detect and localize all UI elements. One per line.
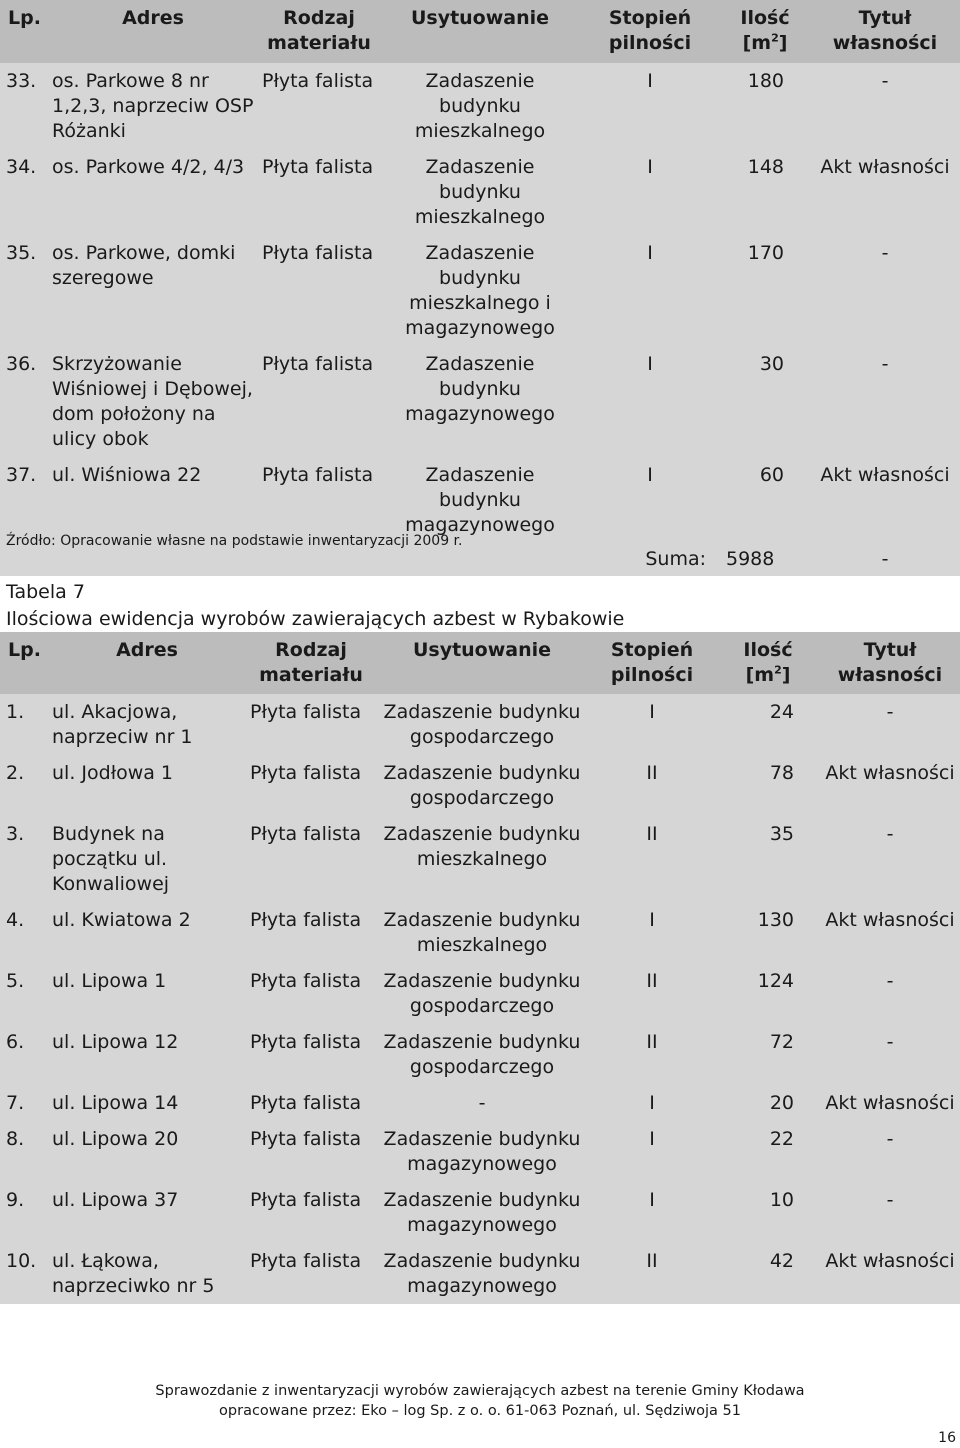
page-number: 16: [938, 1430, 956, 1446]
cell-rodzaj: Płyta falista: [250, 762, 362, 784]
cell-adres: ul. Lipowa 1: [52, 970, 167, 992]
cell-lp: 33.: [6, 70, 37, 92]
cell-tytul: -: [886, 1128, 894, 1150]
cell-usytuowanie: Zadaszenie budynku magazynowego: [383, 1250, 581, 1297]
table-row: [0, 235, 960, 346]
cell-usytuowanie: Zadaszenie budynku magazynowego: [405, 353, 555, 425]
cell-tytul: Akt własności: [820, 464, 950, 486]
cell-tytul: -: [881, 353, 889, 375]
col-header-stopien-l1: Stopień: [608, 7, 692, 29]
cell-adres: ul. Lipowa 20: [52, 1128, 179, 1150]
table-caption-title: Ilościowa ewidencja wyrobów zawierających azbest w Rybakowie: [6, 608, 625, 630]
col-header-stopien-l1: Stopień: [610, 639, 694, 661]
cell-rodzaj: Płyta falista: [262, 464, 374, 486]
cell-lp: 10.: [6, 1250, 37, 1272]
cell-tytul: Akt własności: [825, 1092, 955, 1114]
cell-adres: ul. Akacjowa, naprzeciw nr 1: [52, 701, 193, 748]
col-header-tytul-l2: własności: [837, 664, 943, 686]
table-row: [0, 63, 960, 149]
col-header-rodzaj: [246, 632, 376, 694]
cell-stopien: I: [647, 242, 653, 264]
cell-lp: 5.: [6, 970, 25, 992]
cell-stopien: I: [647, 70, 653, 92]
cell-tytul: -: [886, 970, 894, 992]
col-header-adres: Adres: [122, 7, 184, 29]
cell-tytul: Akt własności: [825, 1250, 955, 1272]
table-row: [0, 816, 960, 902]
cell-tytul: -: [886, 823, 894, 845]
cell-adres: Budynek na początku ul. Konwaliowej: [52, 823, 170, 895]
cell-stopien: II: [646, 970, 658, 992]
col-header-rodzaj-l1: Rodzaj: [283, 7, 355, 29]
cell-rodzaj: Płyta falista: [262, 353, 374, 375]
cell-stopien: II: [646, 823, 658, 845]
table-row: [0, 457, 960, 543]
cell-usytuowanie: Zadaszenie budynku magazynowego: [405, 464, 555, 536]
table-row: [0, 1024, 960, 1085]
cell-rodzaj: Płyta falista: [250, 823, 362, 845]
cell-adres: ul. Kwiatowa 2: [52, 909, 191, 931]
cell-lp: 36.: [6, 353, 37, 375]
col-header-tytul: [820, 632, 960, 694]
table-row: [0, 963, 960, 1024]
cell-usytuowanie: Zadaszenie budynku mieszkalnego: [383, 909, 581, 956]
cell-ilosc: 42: [769, 1250, 794, 1272]
cell-tytul: Akt własności: [825, 762, 955, 784]
cell-rodzaj: Płyta falista: [250, 701, 362, 723]
cell-ilosc: 30: [759, 353, 784, 375]
cell-adres: ul. Lipowa 14: [52, 1092, 179, 1114]
table-row: [0, 1085, 960, 1121]
cell-stopien: I: [649, 1092, 655, 1114]
table-row: [0, 346, 960, 457]
page-footer: [0, 1381, 960, 1421]
cell-ilosc: 124: [757, 970, 794, 992]
cell-usytuowanie: Zadaszenie budynku gospodarczego: [383, 970, 581, 1017]
cell-stopien: I: [647, 464, 653, 486]
cell-adres: ul. Lipowa 37: [52, 1189, 179, 1211]
cell-tytul: -: [881, 70, 889, 92]
cell-lp: 34.: [6, 156, 37, 178]
cell-ilosc: 130: [757, 909, 794, 931]
cell-stopien: II: [646, 1250, 658, 1272]
cell-usytuowanie: Zadaszenie budynku gospodarczego: [383, 701, 581, 748]
cell-tytul: -: [886, 701, 894, 723]
cell-adres: Skrzyżowanie Wiśniowej i Dębowej, dom położony na ulicy obok: [52, 353, 253, 450]
cell-ilosc: 148: [747, 156, 784, 178]
cell-rodzaj: Płyta falista: [250, 909, 362, 931]
cell-usytuowanie: Zadaszenie budynku mieszkalnego i magazynowego: [405, 242, 555, 339]
cell-rodzaj: Płyta falista: [250, 1031, 362, 1053]
cell-lp: 8.: [6, 1128, 25, 1150]
col-header-ilosc-end: ]: [781, 664, 791, 686]
cell-lp: 3.: [6, 823, 25, 845]
cell-rodzaj: Płyta falista: [262, 70, 374, 92]
col-header-rodzaj-l1: Rodzaj: [275, 639, 347, 661]
table-row: [0, 1182, 960, 1243]
col-header-lp: Lp.: [8, 639, 41, 661]
cell-lp: 2.: [6, 762, 25, 784]
cell-lp: 7.: [6, 1092, 25, 1114]
cell-ilosc: 60: [759, 464, 784, 486]
cell-stopien: I: [649, 701, 655, 723]
sum-label: Suma:: [645, 548, 706, 570]
cell-usytuowanie: Zadaszenie budynku mieszkalnego: [414, 156, 546, 228]
cell-stopien: I: [649, 909, 655, 931]
footer-line-2: opracowane przez: Eko – log Sp. z o. o. 61-063 Poznań, ul. Sędziwoja 51: [219, 1403, 741, 1419]
col-header-ilosc-l1: Ilość: [743, 639, 793, 661]
cell-ilosc: 20: [769, 1092, 794, 1114]
table-row: [0, 1121, 960, 1182]
cell-tytul: -: [881, 242, 889, 264]
cell-tytul: Akt własności: [820, 156, 950, 178]
cell-usytuowanie: -: [478, 1092, 486, 1114]
cell-usytuowanie: Zadaszenie budynku magazynowego: [383, 1189, 581, 1236]
col-header-rodzaj-l2: materiału: [259, 664, 363, 686]
col-header-ilosc-l1: Ilość: [740, 7, 790, 29]
table-2-header: [0, 632, 960, 694]
cell-stopien: I: [649, 1189, 655, 1211]
cell-usytuowanie: Zadaszenie budynku mieszkalnego: [414, 70, 546, 142]
col-header-ilosc: [716, 632, 820, 694]
cell-ilosc: 22: [769, 1128, 794, 1150]
cell-adres: ul. Wiśniowa 22: [52, 464, 202, 486]
cell-tytul: -: [886, 1031, 894, 1053]
col-header-stopien: [588, 632, 716, 694]
col-header-rodzaj: [258, 0, 380, 63]
table-row: [0, 902, 960, 963]
footer-line-1: Sprawozdanie z inwentaryzacji wyrobów zawierających azbest na terenie Gminy Kłodawa: [155, 1383, 805, 1399]
cell-ilosc: 72: [769, 1031, 794, 1053]
table-caption-number: Tabela 7: [6, 581, 85, 603]
cell-tytul: Akt własności: [825, 909, 955, 931]
cell-lp: 6.: [6, 1031, 25, 1053]
cell-adres: os. Parkowe 4/2, 4/3: [52, 156, 245, 178]
cell-rodzaj: Płyta falista: [262, 156, 374, 178]
table-row: [0, 149, 960, 235]
cell-adres: os. Parkowe 8 nr 1,2,3, naprzeciw OSP Różanki: [52, 70, 254, 142]
cell-usytuowanie: Zadaszenie budynku gospodarczego: [383, 762, 581, 809]
cell-lp: 4.: [6, 909, 25, 931]
cell-usytuowanie: Zadaszenie budynku magazynowego: [383, 1128, 581, 1175]
cell-ilosc: 10: [769, 1189, 794, 1211]
cell-rodzaj: Płyta falista: [262, 242, 374, 264]
cell-lp: 1.: [6, 701, 25, 723]
table-row: [0, 694, 960, 755]
cell-rodzaj: Płyta falista: [250, 1250, 362, 1272]
col-header-ilosc-l2: [m: [745, 664, 775, 686]
cell-adres: ul. Lipowa 12: [52, 1031, 179, 1053]
table-1-header: [0, 0, 960, 63]
cell-stopien: II: [646, 1031, 658, 1053]
col-header-tytul: [810, 0, 960, 63]
cell-ilosc: 78: [769, 762, 794, 784]
col-header-stopien: [580, 0, 720, 63]
cell-stopien: I: [647, 353, 653, 375]
cell-stopien: I: [649, 1128, 655, 1150]
col-header-ilosc-end: ]: [778, 32, 788, 54]
cell-ilosc: 24: [769, 701, 794, 723]
col-header-ilosc-sup: 2: [771, 31, 779, 45]
cell-ilosc: 170: [747, 242, 784, 264]
cell-adres: os. Parkowe, domki szeregowe: [52, 242, 236, 289]
cell-stopien: II: [646, 762, 658, 784]
cell-lp: 35.: [6, 242, 37, 264]
col-header-ilosc-l2: [m: [742, 32, 772, 54]
table-row: [0, 1243, 960, 1304]
table-row: [0, 755, 960, 816]
cell-lp: 9.: [6, 1189, 25, 1211]
cell-rodzaj: Płyta falista: [250, 1128, 362, 1150]
sum-tytul: -: [881, 548, 889, 570]
cell-adres: ul. Jodłowa 1: [52, 762, 174, 784]
col-header-adres: Adres: [116, 639, 178, 661]
sum-value: 5988: [726, 548, 775, 570]
cell-tytul: -: [886, 1189, 894, 1211]
cell-rodzaj: Płyta falista: [250, 1092, 362, 1114]
col-header-stopien-l2: pilności: [610, 664, 694, 686]
cell-lp: 37.: [6, 464, 37, 486]
cell-ilosc: 180: [747, 70, 784, 92]
cell-rodzaj: Płyta falista: [250, 1189, 362, 1211]
cell-usytuowanie: Zadaszenie budynku mieszkalnego: [383, 823, 581, 870]
col-header-tytul-l1: Tytuł: [858, 7, 912, 29]
col-header-usytuowanie: Usytuowanie: [412, 639, 552, 661]
col-header-rodzaj-l2: materiału: [267, 32, 371, 54]
col-header-tytul-l2: własności: [832, 32, 938, 54]
cell-usytuowanie: Zadaszenie budynku gospodarczego: [383, 1031, 581, 1078]
cell-ilosc: 35: [769, 823, 794, 845]
table-1: [0, 0, 960, 576]
table-2: [0, 632, 960, 1304]
col-header-ilosc: [720, 0, 810, 63]
cell-rodzaj: Płyta falista: [250, 970, 362, 992]
col-header-stopien-l2: pilności: [608, 32, 692, 54]
col-header-lp: Lp.: [8, 7, 41, 29]
cell-adres: ul. Łąkowa, naprzeciwko nr 5: [52, 1250, 215, 1297]
col-header-usytuowanie: Usytuowanie: [410, 7, 550, 29]
cell-stopien: I: [647, 156, 653, 178]
col-header-tytul-l1: Tytuł: [863, 639, 917, 661]
source-note: Źródło: Opracowanie własne na podstawie inwentaryzacji 2009 r.: [6, 533, 463, 549]
col-header-ilosc-sup: 2: [774, 663, 782, 677]
